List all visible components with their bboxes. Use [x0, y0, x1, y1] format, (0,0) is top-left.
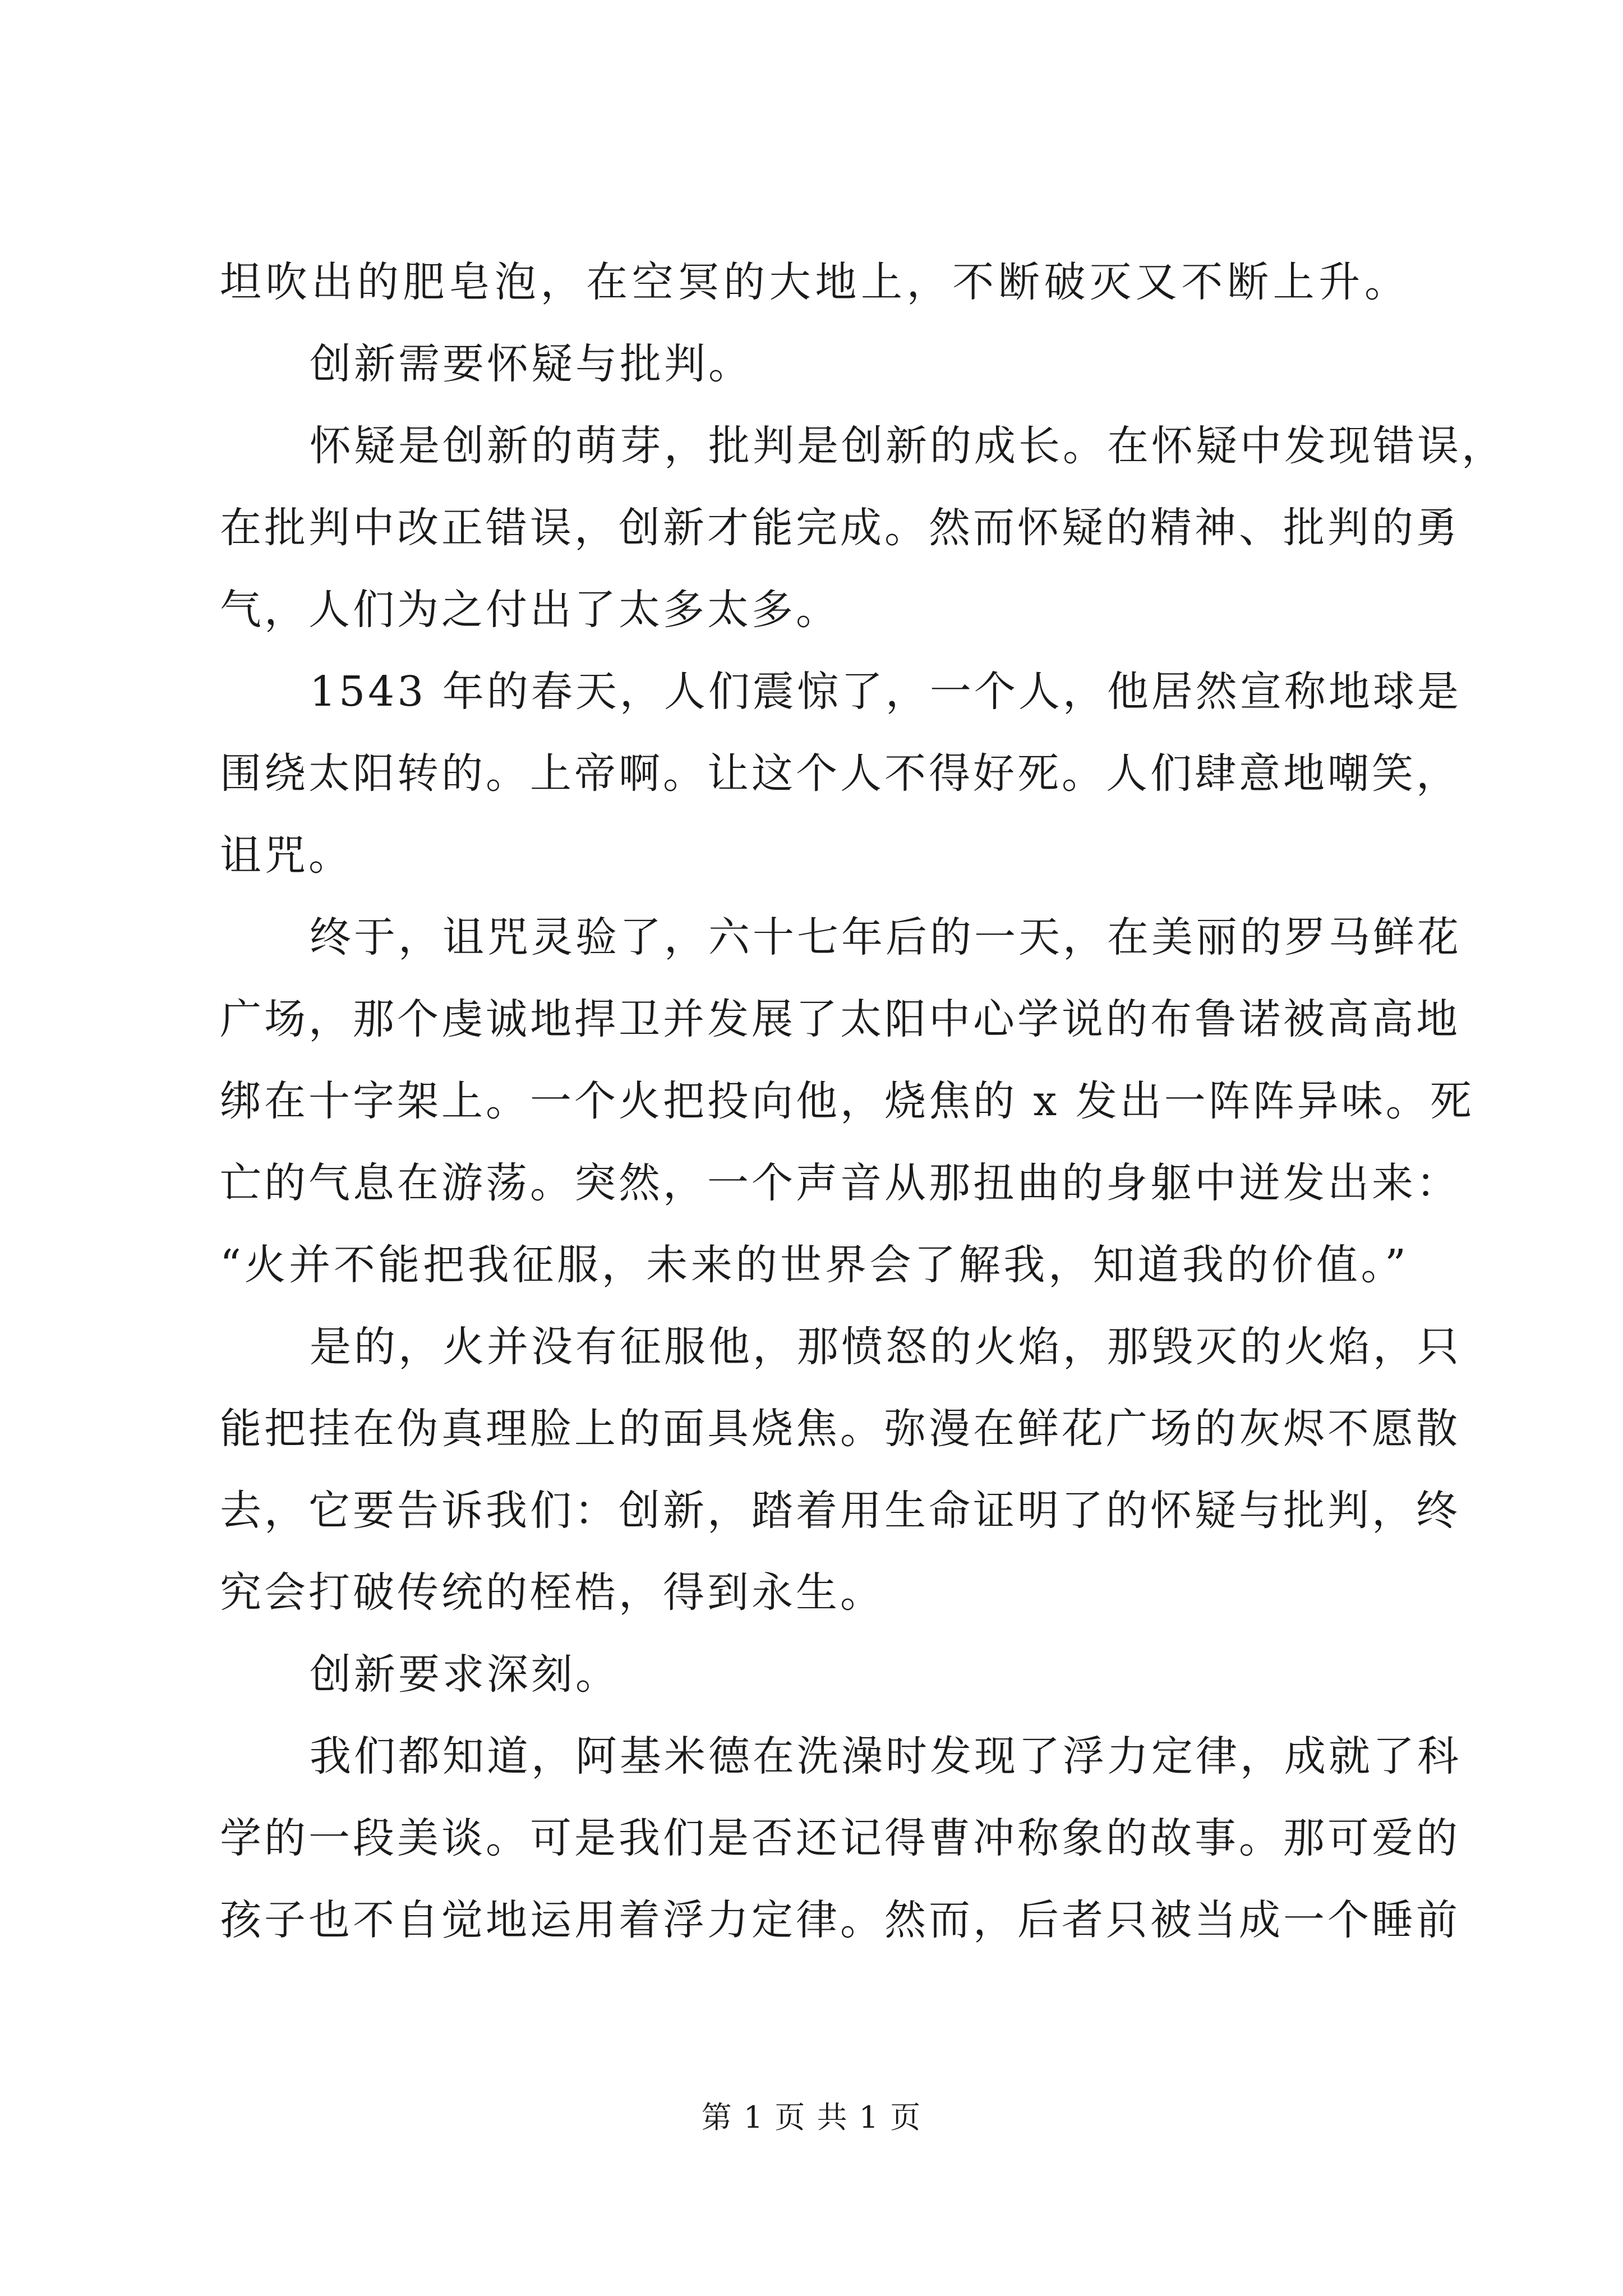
text-line: 究会打破传统的桎梏，得到永生。: [220, 1568, 884, 1617]
text-line: 我们都知道，阿基米德在洗澡时发现了浮力定律，成就了科: [310, 1732, 1461, 1780]
text-line: 绑在十字架上。一个火把投向他，烧焦的 x 发出一阵阵异味。死: [220, 1077, 1474, 1125]
text-line: 孩子也不自觉地运用着浮力定律。然而，后者只被当成一个睡前: [220, 1896, 1460, 1944]
text-line: 亡的气息在游荡。突然，一个声音从那扭曲的身躯中迸发出来：: [220, 1159, 1460, 1207]
text-line: 怀疑是创新的萌芽，批判是创新的成长。在怀疑中发现错误，: [310, 422, 1506, 470]
body-text: [220, 241, 1506, 1961]
text-line: 是的，火并没有征服他，那愤怒的火焰，那毁灭的火焰，只: [310, 1323, 1461, 1371]
text-line: 广场，那个虔诚地捍卫并发展了太阳中心学说的布鲁诺被高高地: [220, 995, 1460, 1043]
text-line: 去，它要告诉我们：创新，踏着用生命证明了的怀疑与批判，终: [220, 1487, 1460, 1535]
text-line: 1543 年的春天，人们震惊了，一个人，他居然宣称地球是: [310, 668, 1461, 716]
text-line: “火并不能把我征服，未来的世界会了解我，知道我的价值。”: [220, 1241, 1409, 1289]
text-line: 在批判中改正错误，创新才能完成。然而怀疑的精神、批判的勇: [220, 504, 1460, 552]
text-line: 诅咒。: [220, 831, 353, 880]
page-footer: 第 1 页 共 1 页: [701, 2100, 922, 2135]
text-line: 气，人们为之付出了太多太多。: [220, 586, 840, 634]
text-line: 能把挂在伪真理脸上的面具烧焦。弥漫在鲜花广场的灰烬不愿散: [220, 1405, 1460, 1453]
text-line: 围绕太阳转的。上帝啊。让这个人不得好死。人们肆意地嘲笑，: [220, 749, 1460, 798]
text-line: 坦吹出的肥皂泡，在空冥的大地上，不断破灭又不断上升。: [220, 258, 1409, 306]
text-line: 创新需要怀疑与批判。: [310, 340, 753, 388]
text-line: 学的一段美谈。可是我们是否还记得曹冲称象的故事。那可爱的: [220, 1814, 1460, 1862]
text-line: 终于，诅咒灵验了，六十七年后的一天，在美丽的罗马鲜花: [310, 913, 1461, 961]
text-line: 创新要求深刻。: [310, 1650, 620, 1699]
